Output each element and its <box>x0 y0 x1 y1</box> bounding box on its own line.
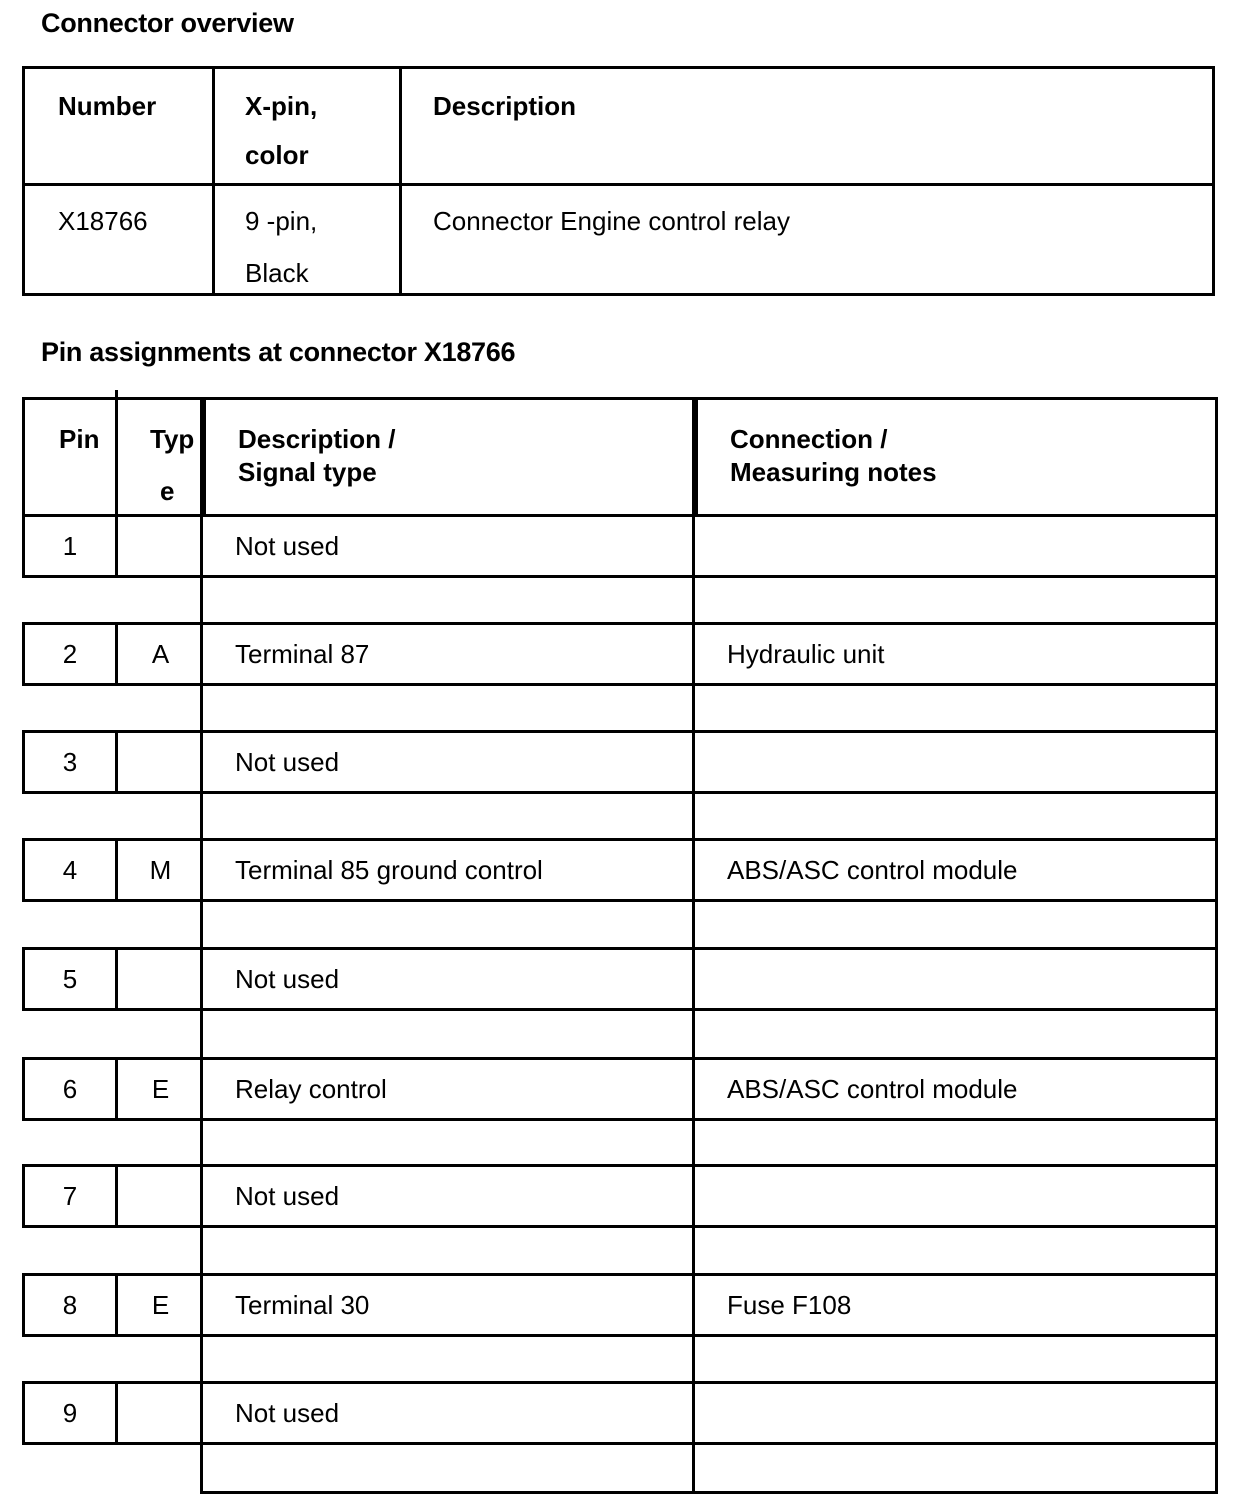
pin-connection-cell: ABS/ASC control module <box>727 1074 1018 1104</box>
overview-header-description: Description <box>399 69 1212 183</box>
pin-description-cell: Terminal 85 ground control <box>235 855 543 885</box>
pin-header-type: Typ e <box>115 390 203 514</box>
pin-description-cell: Not used <box>235 531 340 561</box>
pin-type-cell: M <box>115 841 203 899</box>
pin-type-cell: E <box>115 1060 203 1118</box>
pin-type-cell <box>115 1167 203 1225</box>
overview-header-xpin: X-pin, color <box>212 69 399 183</box>
pin-number-cell: 7 <box>62 1181 78 1211</box>
table-row <box>22 838 1218 902</box>
pin-description-cell: Relay control <box>235 1074 387 1104</box>
table-row <box>22 947 1218 1011</box>
table-row <box>22 730 1218 794</box>
pin-number-cell: 4 <box>62 855 78 885</box>
connector-overview-title: Connector overview <box>41 8 294 38</box>
pin-description-cell: Not used <box>235 747 340 777</box>
pin-description-cell: Terminal 87 <box>235 639 370 669</box>
pin-header-description: Description / Signal type <box>203 400 695 514</box>
overview-description-cell: Connector Engine control relay <box>399 186 1212 296</box>
pin-number-cell: 8 <box>62 1290 78 1320</box>
pin-header-row <box>22 397 1218 517</box>
pin-connection-cell <box>695 733 1215 791</box>
table-row <box>22 622 1218 686</box>
overview-number-cell: X18766 <box>58 206 148 236</box>
pin-number-cell: 3 <box>62 747 78 777</box>
pin-type-cell <box>115 950 203 1008</box>
table-row <box>22 1164 1218 1228</box>
pin-connection-cell: Hydraulic unit <box>727 639 885 669</box>
pin-connection-cell <box>695 1384 1215 1442</box>
pin-number-cell: 5 <box>62 964 78 994</box>
pin-type-cell <box>115 733 203 791</box>
pin-number-cell: 2 <box>62 639 78 669</box>
pin-header-connection: Connection / Measuring notes <box>695 400 1215 514</box>
table-row <box>22 514 1218 578</box>
pin-connection-cell <box>695 517 1215 575</box>
table-row <box>22 1057 1218 1121</box>
pin-number-cell: 1 <box>62 531 78 561</box>
pin-description-cell: Not used <box>235 1398 340 1428</box>
pin-connection-cell: Fuse F108 <box>727 1290 852 1320</box>
pin-header-pin: Pin <box>59 424 100 454</box>
overview-header-number: Number <box>58 91 157 121</box>
pin-connection-cell: ABS/ASC control module <box>727 855 1018 885</box>
overview-data-row <box>25 186 1212 296</box>
pin-description-cell: Terminal 30 <box>235 1290 370 1320</box>
table-bottom-border <box>200 1491 1218 1494</box>
pin-description-cell: Not used <box>235 1181 340 1211</box>
overview-xpin-cell: 9 -pin, Black <box>212 186 399 296</box>
pin-number-cell: 6 <box>62 1074 78 1104</box>
pin-connection-cell <box>695 1167 1215 1225</box>
pin-assignments-title: Pin assignments at connector X18766 <box>41 337 516 367</box>
pin-type-cell: A <box>115 625 203 683</box>
pin-connection-cell <box>695 950 1215 1008</box>
pin-description-cell: Not used <box>235 964 340 994</box>
pin-type-cell <box>115 1384 203 1442</box>
overview-header-row <box>25 69 1212 186</box>
connector-overview-table <box>22 66 1215 296</box>
pin-type-cell: E <box>115 1276 203 1334</box>
table-row <box>22 1273 1218 1337</box>
pin-number-cell: 9 <box>62 1398 78 1428</box>
table-row <box>22 1381 1218 1445</box>
pin-type-cell <box>115 517 203 575</box>
